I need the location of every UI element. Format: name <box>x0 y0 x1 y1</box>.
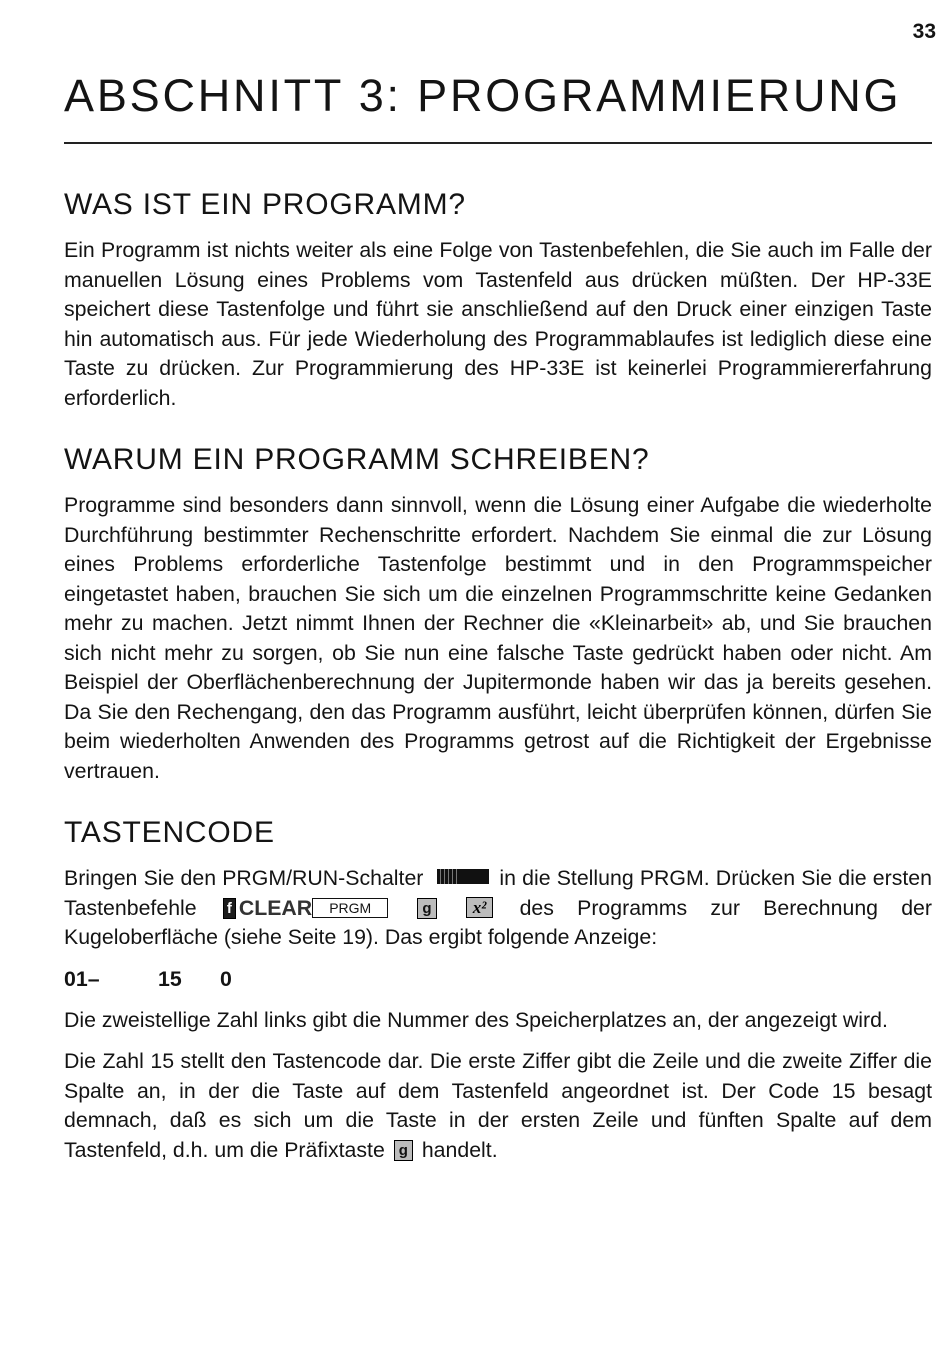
page-number: 33 <box>912 20 936 43</box>
section-heading: WARUM EIN PROGRAMM SCHREIBEN? <box>64 443 650 476</box>
g-key-icon: g <box>417 898 436 919</box>
f-key-icon: f <box>223 898 236 919</box>
prgm-run-switch-icon <box>437 869 489 884</box>
section-paragraph: Die zweistellige Zahl links gibt die Nummer des Speicherplatzes an, der angezeigt wird. <box>64 1007 888 1032</box>
text-fragment: Bringen Sie den PRGM/RUN-Schalter <box>64 866 424 890</box>
clear-label: CLEAR <box>238 895 313 920</box>
section-paragraph: Programme sind besonders dann sinnvoll, wenn die Lösung einer Aufgabe die wiederholte Durchführung bestimmter Rechenschritte erfordert. Nachdem Sie einmal die zur Lösung eines Problems erforderliche Tastenfolge bestimmt und in den Programmspeicher eingetastet haben, brauchen Sie sich um die einzelnen Programmschritte keine Gedanken mehr zu machen. Jetzt nimmt Ihnen der Rechner die «Kleinarbeit» ab, und Sie brauchen sich nicht mehr zu sorgen, ob Sie nun eine falsche Taste gedrückt haben oder nicht. Am Beispiel der Oberflächenberechnung der Jupitermonde haben wir das ja bereits gesehen. Da Sie den Rechengang, den das Programm ausführt, leicht überprüfen können, dürfen Sie beim wiederholten Anwenden des Programms getrost auf die Richtigkeit der Ergebnisse vertrauen. <box>64 493 932 783</box>
display-digit: 0 <box>220 966 232 991</box>
text-fragment: in die Stellung PRGM. Drücken Sie die ersten Tastenbefehle <box>64 866 932 920</box>
text-fragment: handelt. <box>421 1137 498 1162</box>
title-rule <box>64 142 932 144</box>
chapter-title: ABSCHNITT 3: PROGRAMMIERUNG <box>64 70 902 121</box>
section-heading: WAS IST EIN PROGRAMM? <box>64 188 466 221</box>
prgm-key-icon: PRGM <box>312 898 388 918</box>
text-fragment: Die Zahl 15 stellt den Tastencode dar. Die erste Ziffer gibt die Zeile und die zweite Ziffer die Spalte an, in der die Taste auf dem Tastenfeld angeordnet ist. Der Code 15 besagt demnach, daß es sich um die Taste in der ersten Zeile und fünften Spalte auf dem Tastenfeld, d.h. um die Präfixtaste <box>64 1049 932 1162</box>
section-keycode <box>64 816 932 1165</box>
section-paragraph <box>64 1047 932 1165</box>
display-keycode: 15 <box>158 966 182 991</box>
display-address: 01– <box>64 966 100 991</box>
section-what-is-a-program <box>64 188 932 413</box>
section-paragraph <box>64 864 932 953</box>
section-why-write-program <box>64 443 932 786</box>
section-heading: TASTENCODE <box>64 816 275 849</box>
page-content <box>64 188 932 1165</box>
section-paragraph: Ein Programm ist nichts weiter als eine Folge von Tastenbefehlen, die Sie auch im Falle der manuellen Lösung eines Problems vom Tastenfeld aus drücken müßten. Der HP-33E speichert diese Tastenfolge und führt sie anschließend auf den Druck einer einzigen Taste hin automatisch aus. Für jede Wiederholung des Programmablaufes ist lediglich diese eine Taste zu drücken. Zur Programmierung des HP-33E ist keinerlei Programmiererfahrung erforderlich. <box>64 238 932 410</box>
text-fragment: des Programms zur Berechnung der Kugeloberfläche (siehe Seite 19). Das ergibt folgende Anzeige: <box>64 895 932 949</box>
calculator-display <box>64 967 932 992</box>
x-squared-key-icon: x² <box>466 897 494 918</box>
g-key-icon: g <box>394 1140 413 1161</box>
